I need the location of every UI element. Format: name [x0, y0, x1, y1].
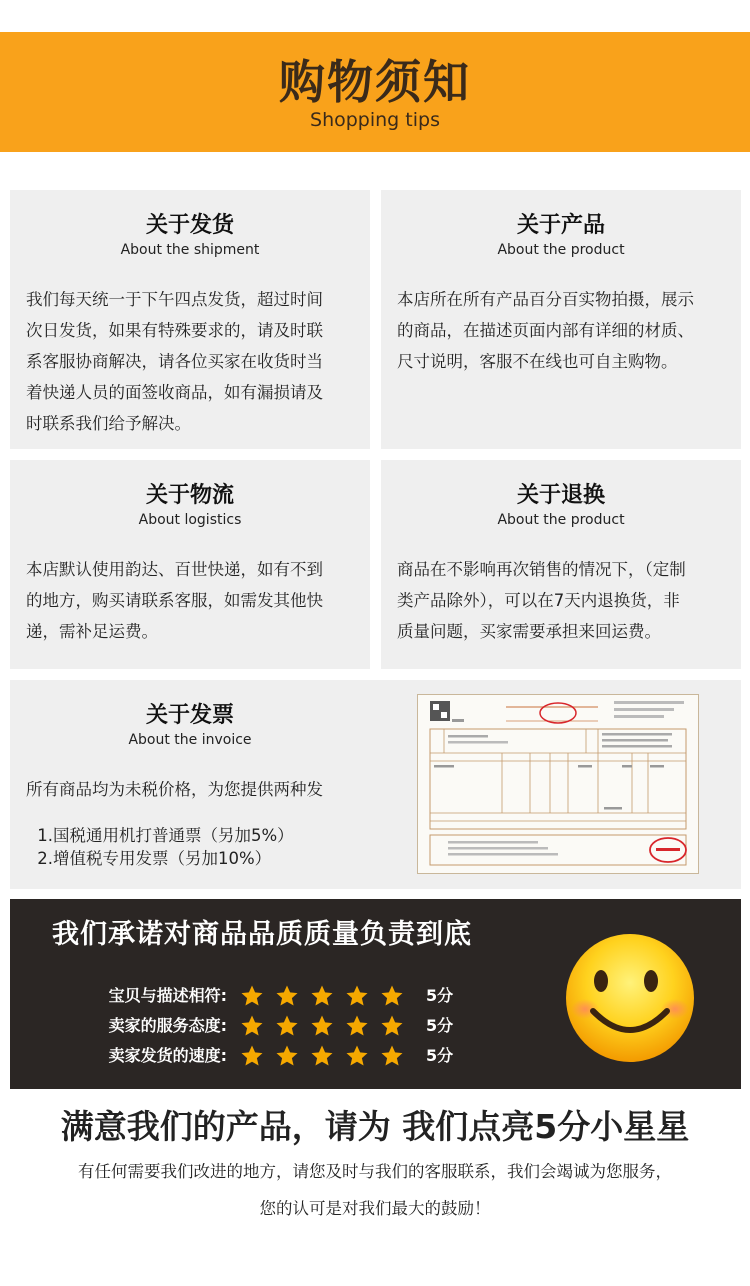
star-rating [240, 1011, 410, 1041]
shipment-text [26, 284, 354, 439]
product-line: 尺寸说明，客服不在线也可自主购物。 [397, 352, 678, 371]
invoice-text [26, 774, 366, 805]
star-icon [345, 1044, 369, 1068]
logistics-line: 递，需补足运费。 [26, 622, 158, 641]
star-icon [310, 1014, 334, 1038]
star-icon [345, 984, 369, 1008]
shipment-subtitle: About the shipment [120, 242, 260, 258]
footer-line: 您的认可是对我们最大的鼓励！ [259, 1199, 491, 1218]
invoice-card [10, 680, 741, 889]
footer-title: 满意我们的产品，请为 我们点亮5分小星星 [60, 1107, 690, 1146]
star-icon [275, 1044, 299, 1068]
rating-score: 5分 [426, 986, 454, 1005]
return-line: 质量问题，买家需要承担来回运费。 [397, 622, 661, 641]
logistics-line: 的地方，购买请联系客服，如需发其他快 [26, 591, 323, 610]
shipment-line: 次日发货，如果有特殊要求的，请及时联 [26, 321, 323, 340]
quality-promise-panel [10, 899, 741, 1089]
star-icon [345, 1014, 369, 1038]
logistics-subtitle: About logistics [138, 512, 242, 528]
star-icon [310, 1044, 334, 1068]
invoice-option: 2.增值税专用发票（另加10%） [32, 849, 272, 868]
header-banner [0, 32, 750, 152]
product-title: 关于产品 [516, 213, 605, 238]
invoice-options [32, 824, 294, 870]
rating-row-delivery [10, 1041, 510, 1071]
star-icon [275, 1014, 299, 1038]
smiley-face-icon [563, 931, 697, 1065]
return-text [397, 554, 725, 647]
star-icon [380, 1044, 404, 1068]
page-title: 购物须知 [279, 55, 471, 109]
product-text [397, 284, 725, 377]
logistics-card [10, 460, 370, 669]
invoice-title: 关于发票 [145, 703, 234, 728]
rating-label: 卖家发货的速度: [108, 1046, 227, 1065]
rating-score: 5分 [426, 1016, 454, 1035]
star-icon [240, 1044, 264, 1068]
star-icon [380, 1014, 404, 1038]
return-line: 类产品除外），可以在7天内退换货，非 [397, 591, 680, 610]
return-line: 商品在不影响再次销售的情况下，（定制 [397, 560, 686, 579]
shipment-line: 我们每天统一于下午四点发货，超过时间 [26, 290, 323, 309]
invoice-subtitle: About the invoice [128, 732, 252, 748]
rating-label: 宝贝与描述相符: [108, 986, 227, 1005]
invoice-line: 所有商品均为未税价格，为您提供两种发 [26, 780, 323, 799]
logistics-text [26, 554, 354, 647]
product-card [381, 190, 741, 449]
shipment-card [10, 190, 370, 449]
star-icon [380, 984, 404, 1008]
star-icon [240, 1014, 264, 1038]
promise-title: 我们承诺对商品品质质量负责到底 [52, 919, 472, 950]
invoice-illustration [418, 695, 698, 873]
rating-label: 卖家的服务态度: [108, 1016, 227, 1035]
logistics-line: 本店默认使用韵达、百世快递，如有不到 [26, 560, 323, 579]
product-line: 本店所在所有产品百分百实物拍摄，展示 [397, 290, 694, 309]
star-icon [275, 984, 299, 1008]
logistics-title: 关于物流 [145, 483, 234, 508]
footer-line: 有任何需要我们改进的地方，请您及时与我们的客服联系，我们会竭诚为您服务， [78, 1162, 672, 1181]
return-subtitle: About the product [497, 512, 625, 528]
rating-row-service [10, 1011, 510, 1041]
return-title: 关于退换 [516, 483, 605, 508]
shipment-title: 关于发货 [145, 213, 234, 238]
return-card [381, 460, 741, 669]
rating-score: 5分 [426, 1046, 454, 1065]
rating-row-description [10, 981, 510, 1011]
invoice-sample-image [417, 694, 699, 874]
shipment-line: 系客服协商解决，请各位买家在收货时当 [26, 352, 323, 371]
shipment-line: 时联系我们给予解决。 [26, 414, 191, 433]
product-subtitle: About the product [497, 242, 625, 258]
star-rating [240, 981, 410, 1011]
product-line: 的商品，在描述页面内部有详细的材质、 [397, 321, 694, 340]
star-rating [240, 1041, 410, 1071]
star-icon [240, 984, 264, 1008]
invoice-option: 1.国税通用机打普通票（另加5%） [32, 826, 294, 845]
shipment-line: 着快递人员的面签收商品，如有漏损请及 [26, 383, 323, 402]
page-subtitle: Shopping tips [310, 109, 440, 131]
star-icon [310, 984, 334, 1008]
